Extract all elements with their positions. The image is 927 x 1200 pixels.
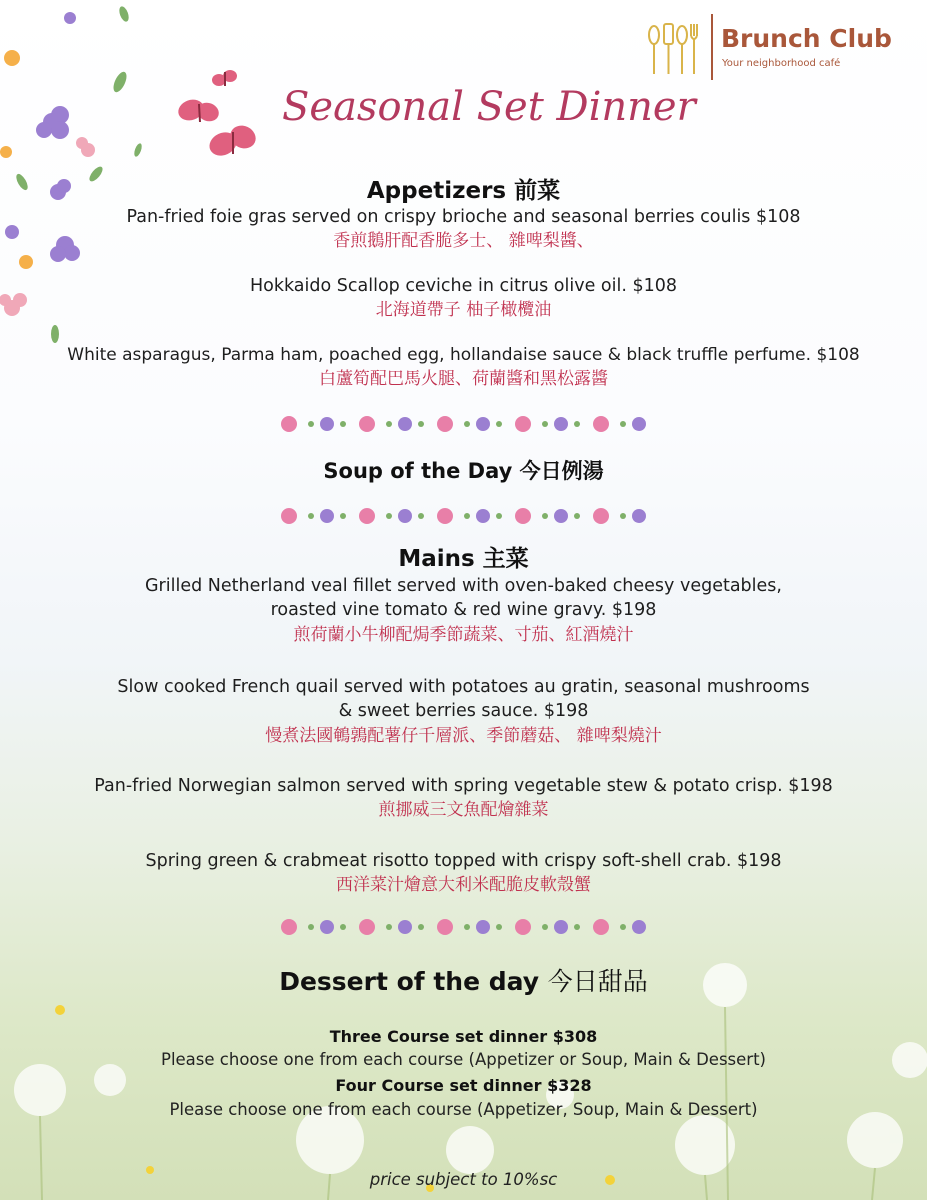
menu-item-english: Hokkaido Scallop ceviche in citrus olive oil. $108: [249, 276, 678, 296]
menu-item-chinese: 白蘆筍配巴馬火腿、荷蘭醬和黑松露醬: [319, 369, 608, 389]
flower-divider: [276, 503, 652, 529]
section-heading-appetizers: Appetizers 前菜: [366, 178, 561, 204]
three-course-title: Three Course set dinner $308: [329, 1027, 598, 1046]
brand-name: Brunch Club: [721, 24, 892, 53]
menu-item-english: Pan-fried foie gras served on crispy brioche and seasonal berries coulis $108: [126, 207, 801, 227]
page-title: Seasonal Set Dinner: [282, 84, 696, 130]
menu-item-english: Grilled Netherland veal fillet served with oven-baked cheesy vegetables,: [145, 576, 782, 596]
dessert-heading-english: Dessert of the day: [279, 967, 540, 996]
brand-tagline: Your neighborhood café: [722, 58, 841, 69]
menu-item-english: & sweet berries sauce. $198: [338, 701, 589, 721]
section-heading-mains: Mains 主菜: [398, 546, 529, 572]
flower-divider: [276, 411, 652, 437]
menu-item-chinese: 煎荷蘭小牛柳配焗季節蔬菜、寸茄、紅酒燒汁: [293, 625, 634, 645]
brand-logo: [645, 14, 915, 82]
menu-item-chinese: 西洋菜汁燴意大利米配脆皮軟殼蟹: [336, 875, 591, 895]
cutlery-icon: [645, 20, 703, 78]
menu-item-chinese: 慢煮法國鵪鶉配薯仔千層派、季節蘑菇、 雜啤梨燒汁: [265, 726, 662, 746]
butterfly-icon: [175, 62, 275, 167]
section-heading-soup: Soup of the Day 今日例湯: [323, 459, 604, 483]
dessert-heading-chinese: 今日甜品: [547, 967, 648, 996]
section-heading-dessert: [0, 962, 927, 998]
flower-divider: [276, 914, 652, 940]
four-course-description: Please choose one from each course (Appetizer, Soup, Main & Dessert): [169, 1100, 758, 1119]
menu-item-english: Slow cooked French quail served with potatoes au gratin, seasonal mushrooms: [117, 677, 810, 697]
logo-divider: [711, 14, 713, 80]
menu-item-chinese: 北海道帶子 柚子橄欖油: [375, 300, 552, 320]
menu-item-english: Pan-fried Norwegian salmon served with spring vegetable stew & potato crisp. $198: [94, 776, 833, 796]
menu-item-english: White asparagus, Parma ham, poached egg, hollandaise sauce & black truffle perfume. $108: [67, 345, 860, 365]
menu-item-english: roasted vine tomato & red wine gravy. $198: [270, 600, 657, 620]
four-course-title: Four Course set dinner $328: [335, 1076, 592, 1095]
menu-item-chinese: 香煎鵝肝配香脆多士、 雜啤梨醬、: [333, 231, 594, 251]
menu-item-english: Spring green & crabmeat risotto topped with crispy soft-shell crab. $198: [145, 851, 782, 871]
menu-item-chinese: 煎挪威三文魚配燴雜菜: [378, 800, 549, 820]
three-course-description: Please choose one from each course (Appetizer or Soup, Main & Dessert): [161, 1050, 766, 1069]
price-note: price subject to 10%sc: [369, 1170, 558, 1189]
